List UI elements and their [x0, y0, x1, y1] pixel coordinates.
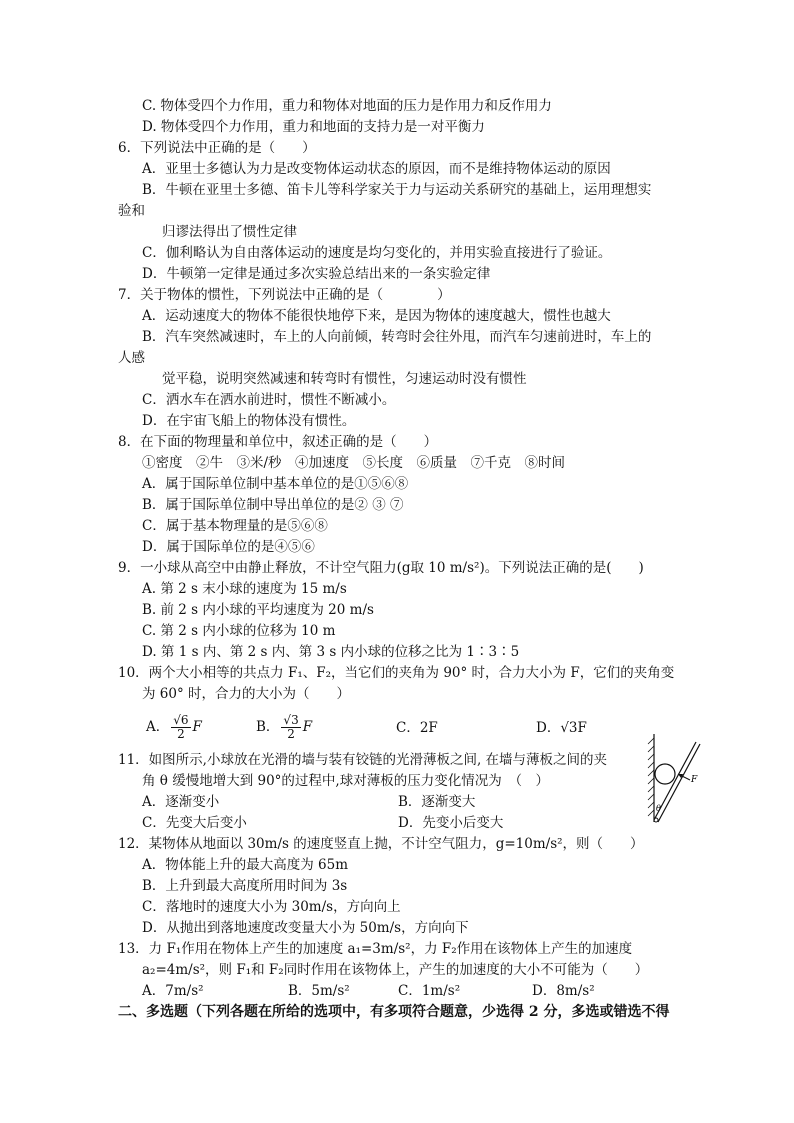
q7-option-c: C．洒水车在洒水前进时，惯性不断减小。 — [142, 392, 396, 408]
q6-option-d: D．牛顿第一定律是通过多次实验总结出来的一条实验定律 — [142, 266, 491, 282]
q7-option-b-cont: 觉平稳，说明突然减速和转弯时有惯性，匀速运动时没有惯性 — [162, 371, 527, 387]
q10-option-b — [256, 714, 312, 741]
q6-option-a: A．亚里士多德认为力是改变物体运动状态的原因，而不是维持物体运动的原因 — [142, 161, 611, 177]
q12-stem: 12．某物体从地面以 30m/s 的速度竖直上抛，不计空气阻力，g=10m/s²，则（ ） — [118, 836, 644, 852]
q7-option-a: A．运动速度大的物体不能很快地停下来，是因为物体的速度越大，惯性也越大 — [142, 308, 611, 324]
q6-option-b: B．牛顿在亚里士多德、笛卡儿等科学家关于力与运动关系研究的基础上，运用理想实 — [142, 182, 652, 198]
q10-option-a — [146, 714, 202, 741]
q13-option-b: B．5m/s² — [288, 983, 350, 999]
q7-stem: 7．关于物体的惯性，下列说法中正确的是（ ） — [118, 287, 451, 303]
q13-option-a: A．7m/s² — [142, 983, 204, 999]
q6-stem: 6．下列说法中正确的是（ ） — [118, 140, 316, 156]
q8-option-b: B．属于国际单位制中导出单位的是② ③ ⑦ — [142, 497, 404, 513]
q11-stem-cont: 角 θ 缓慢地增大到 90°的过程中,球对薄板的压力变化情况为 （ ） — [142, 773, 549, 789]
q10-a-numerator: √6 — [173, 713, 189, 727]
q13-stem-cont: a₂=4m/s²，则 F₁和 F₂同时作用在该物体上，产生的加速度的大小不可能为（ ） — [142, 962, 649, 978]
q12-option-a: A．物体能上升的最大高度为 65m — [142, 857, 349, 873]
q10-stem: 10．两个大小相等的共点力 F₁、F₂，当它们的夹角为 90° 时，合力大小为 F，它们的夹角变 — [118, 665, 675, 681]
q7-option-d: D．在宇宙飞船上的物体没有惯性。 — [142, 413, 356, 429]
q10-b-denominator: 2 — [287, 727, 295, 741]
q11-option-b: B．逐渐变大 — [398, 794, 476, 810]
q10-option-c: C．2F — [396, 720, 438, 736]
q11-option-a: A．逐渐变小 — [142, 794, 220, 810]
q7-option-b-wrap: 人感 — [118, 350, 145, 366]
q10-a-fraction — [171, 714, 190, 741]
force-label: F — [691, 775, 698, 785]
q9-option-b: B. 前 2 s 内小球的平均速度为 20 m/s — [142, 602, 374, 618]
q6-option-b-wrap: 验和 — [118, 203, 145, 219]
q5-option-d: D. 物体受四个力作用，重力和地面的支持力是一对平衡力 — [142, 119, 485, 135]
q5-option-c: C. 物体受四个力作用，重力和物体对地面的压力是作用力和反作用力 — [142, 98, 552, 114]
q8-option-d: D．属于国际单位的是④⑤⑥ — [142, 539, 315, 555]
q6-option-c: C．伽利略认为自由落体运动的速度是均匀变化的，并用实验直接进行了验证。 — [142, 245, 612, 261]
q12-option-b: B．上升到最大高度所用时间为 3s — [142, 878, 348, 894]
q9-option-c: C. 第 2 s 内小球的位移为 10 m — [142, 623, 336, 639]
q6-option-b-cont: 归谬法得出了惯性定律 — [162, 224, 297, 240]
q13-option-d: D．8m/s² — [532, 983, 595, 999]
q11-stem: 11．如图所示,小球放在光滑的墙与装有铰链的光滑薄板之间, 在墙与薄板之间的夹 — [118, 752, 608, 768]
ball-circle — [655, 764, 675, 784]
q10-b-label: B． — [256, 719, 280, 735]
q10-a-denominator: 2 — [177, 727, 185, 741]
theta-label: θ — [656, 804, 661, 813]
q10-options — [142, 710, 662, 740]
q10-b-var: F — [302, 719, 313, 735]
q9-stem: 9．一小球从高空中由静止释放，不计空气阻力(g取 10 m/s²)。下列说法正确的是( ) — [118, 560, 644, 576]
q8-items: ①密度 ②牛 ③米/秒 ④加速度 ⑤长度 ⑥质量 ⑦千克 ⑧时间 — [142, 455, 566, 471]
q10-b-numerator: √3 — [283, 713, 299, 727]
q8-stem: 8．在下面的物理量和单位中，叙述正确的是（ ） — [118, 434, 438, 450]
q11-option-c: C．先变大后变小 — [142, 815, 247, 831]
q9-option-d: D. 第 1 s 内、第 2 s 内、第 3 s 内小球的位移之比为 1∶3∶5 — [142, 644, 520, 660]
q10-b-fraction — [281, 714, 300, 741]
q8-option-a: A．属于国际单位制中基本单位的是①⑤⑥⑧ — [142, 476, 409, 492]
q13-option-c: C．1m/s² — [398, 983, 461, 999]
section-multi-choice-heading: 二、多选题（下列各题在所给的选项中，有多项符合题意，少选得 2 分，多选或错选不得 — [118, 1004, 670, 1020]
wall-hatch — [648, 738, 654, 816]
q10-stem-cont: 为 60° 时，合力的大小为（ ） — [142, 686, 351, 702]
q11-option-d: D．先变小后变大 — [398, 815, 504, 831]
q13-stem: 13．力 F₁作用在物体上产生的加速度 a₁=3m/s²，力 F₂作用在该物体上产生的加速度 — [118, 941, 633, 957]
q10-option-d: D．√3F — [536, 720, 587, 736]
q12-option-d: D．从抛出到落地速度改变量大小为 50m/s，方向向下 — [142, 920, 469, 936]
q11-figure — [640, 732, 704, 824]
q10-a-var: F — [192, 719, 202, 735]
q9-option-a: A. 第 2 s 末小球的速度为 15 m/s — [142, 581, 347, 597]
q8-option-c: C．属于基本物理量的是⑤⑥⑧ — [142, 518, 328, 534]
q12-option-c: C．落地时的速度大小为 30m/s，方向向上 — [142, 899, 401, 915]
q7-option-b: B．汽车突然减速时，车上的人向前倾，转弯时会往外甩，而汽车匀速前进时，车上的 — [142, 329, 652, 345]
q10-a-label: A． — [146, 719, 170, 735]
